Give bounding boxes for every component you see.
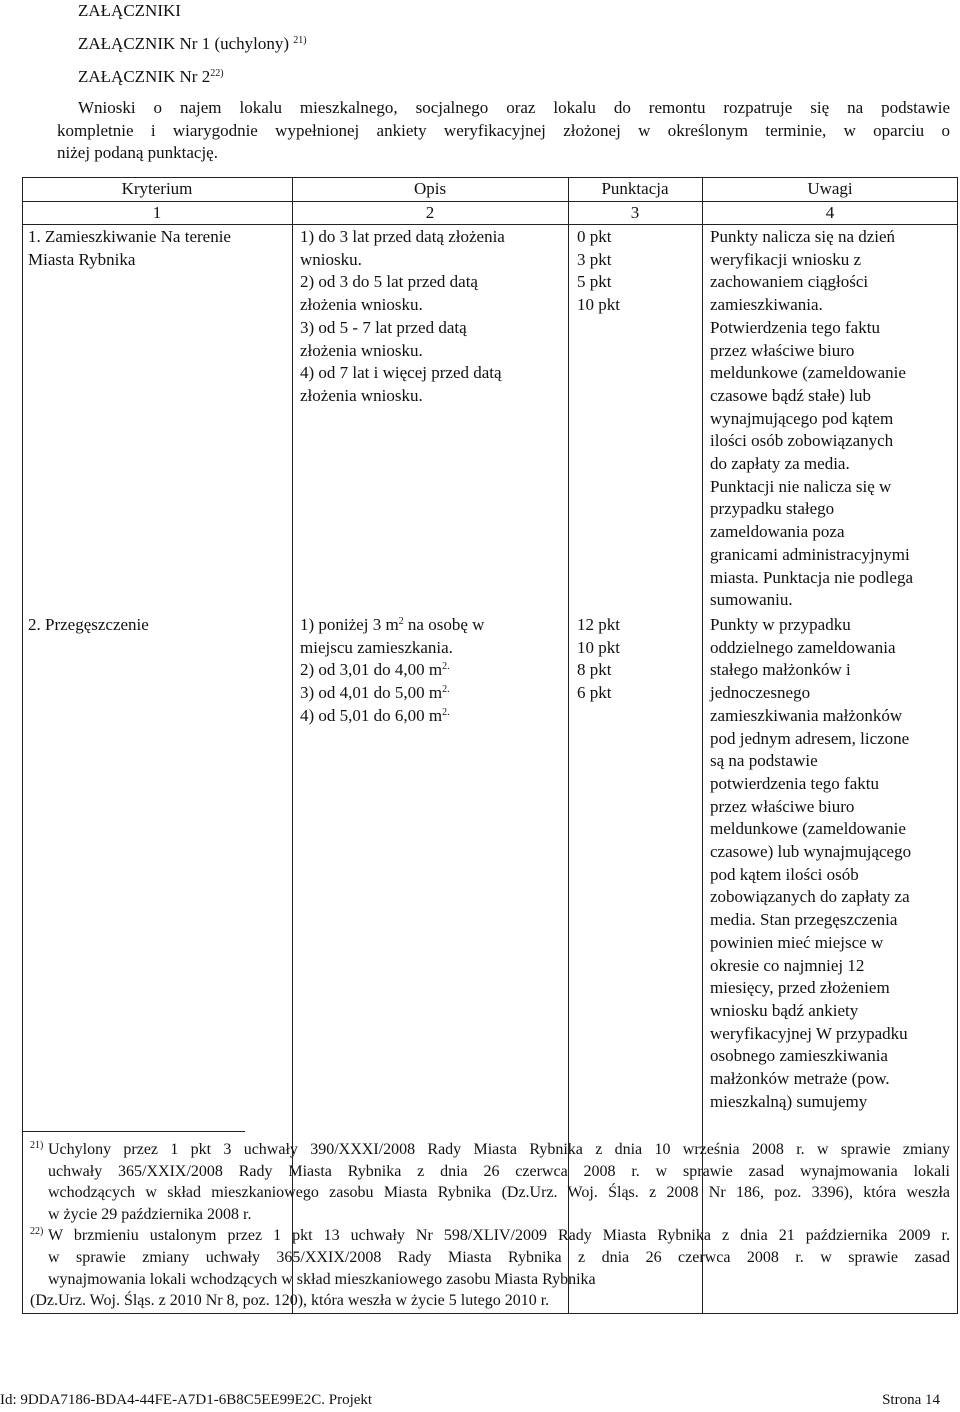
text-line: przypadku stałego (710, 499, 835, 519)
text-line: zamieszkiwania małżonków (710, 705, 903, 725)
col-number: 1 (152, 203, 162, 222)
text-line: mieszkalną) sumujemy (710, 1091, 868, 1111)
text-line: meldunkowe (zameldowanie (710, 819, 906, 839)
text-line: meldunkowe (zameldowanie (710, 363, 906, 383)
text-line: do zapłaty za media. (710, 454, 850, 474)
footnote-21: 21) Uchylony przez 1 pkt 3 uchwały 390/XXXI/2008 Rady Miasta Rybnika z dnia 10 września 2008 r. w sprawie zmiany uchwały 365/XXIX/2008 Rady Miasta Rybnika z dnia 26 czerwca 2008 r. w sprawie zasad wynajmowania lokali wchodzących w skład mieszkaniowego zasobu Miasta Rybnika (Dz.Urz. Woj. Śląs. z 2008 Nr 186, poz. 3396), która weszła w życie 29 października 2008 r. (30, 1139, 950, 1225)
text-line: czasowe bądź stałe) lub (710, 385, 871, 405)
text-line: ilości osób zobowiązanych (710, 431, 894, 451)
footnote-separator (22, 1131, 245, 1132)
text-line: miasta. Punktacja nie podlega (710, 567, 913, 587)
footnote-line: wynajmowania lokali wchodzących w skład mieszkaniowego zasobu Miasta Rybnika (48, 1270, 596, 1288)
text-line: weryfikacji wniosku z (710, 249, 862, 269)
header-opis: Opis (413, 179, 447, 198)
row2-opis (300, 614, 570, 728)
text-line: 0 pkt (577, 227, 612, 246)
text-line: Punktacji nie nalicza się w (710, 476, 892, 496)
col-number: 3 (630, 203, 640, 222)
text-line: 10 pkt (577, 295, 620, 315)
text-line: Miasta Rybnika (28, 249, 136, 269)
text-line: wniosku bądź ankiety (710, 1000, 859, 1020)
footnote-line: Uchylony przez 1 pkt 3 uchwały 390/XXXI/2008 Rady Miasta Rybnika z dnia 10 września 2008 r. w sprawie zmiany (48, 1141, 950, 1158)
row2-uwagi (710, 614, 956, 1113)
superscript: 2 (398, 616, 404, 627)
text-line (300, 682, 570, 705)
text-part: 2) od 3,01 do 4,00 m (300, 660, 443, 680)
annex-1-text: ZAŁĄCZNIK Nr 1 (uchylony) (78, 34, 290, 53)
text-line: 5 pkt (577, 272, 612, 292)
text-line (300, 614, 570, 637)
text-line: czasowe) lub wynajmującego (710, 842, 912, 862)
superscript: 2. (442, 661, 450, 673)
footnote-ref-22[interactable]: 22) (210, 68, 224, 79)
document-id: Id: 9DDA7186-BDA4-44FE-A7D1-6B8C5EE99E2C. Projekt (0, 1392, 373, 1408)
intro-line: kompletnie i wiarygodnie wypełnionej ankiety weryfikacyjnej złożonej w określonym terminie, w oparciu o (57, 120, 950, 140)
footnote-line: uchwały 365/XXIX/2008 Rady Miasta Rybnika z dnia 26 czerwca 2008 r. w sprawie zasad wynajmowania lokali (48, 1162, 950, 1180)
footnote-ref-21[interactable]: 21) (293, 35, 307, 46)
text-line: 2) od 3 do 5 lat przed datą (300, 272, 478, 292)
text-line: 8 pkt (577, 660, 612, 680)
annex-1-heading (78, 33, 307, 56)
text-line: media. Stan przegęszczenia (710, 910, 898, 930)
text-line: przez właściwe biuro (710, 796, 855, 816)
table-border-left (22, 177, 23, 1314)
text-line: 10 pkt (577, 637, 620, 657)
row2-kryterium (28, 614, 288, 637)
text-part: 3) od 4,01 do 5,00 m (300, 683, 443, 703)
text-line: weryfikacyjnej W przypadku (710, 1023, 908, 1043)
superscript: 2. (442, 684, 450, 696)
footnote-22: 22) W brzmieniu ustalonym przez 1 pkt 13 uchwały Nr 598/XLIV/2009 Rady Miasta Rybnika z dnia 21 października 2009 r. w sprawie zmiany uchwały 365/XXIX/2008 Rady Miasta Rybnika z dnia 26 czerwca 2008 r. w sprawie zasad wynajmowania lokali wchodzących w skład mieszkaniowego zasobu Miasta Rybnika (Dz.Urz. Woj. Śląs. z 2010 Nr 8, poz. 120), która weszła w życie 5 lutego 2010 r. (30, 1225, 950, 1311)
text-line: zachowaniem ciągłości (710, 272, 869, 292)
footnote-line: w życie 29 października 2008 r. (48, 1205, 252, 1223)
text-line: wynajmującego pod kątem (710, 408, 894, 428)
text-line: 2. Przegęszczenie (28, 615, 149, 634)
text-line: stałego małżonków i (710, 660, 851, 680)
text-line: 1) do 3 lat przed datą złożenia (300, 227, 505, 246)
text-line: okresie co najmniej 12 (710, 955, 865, 975)
text-line: zamieszkiwania. (710, 295, 823, 315)
text-line: 1. Zamieszkiwanie Na terenie (28, 227, 231, 246)
text-line: złożenia wniosku. (300, 385, 423, 405)
text-line: przez właściwe biuro (710, 340, 855, 360)
row1-punktacja (577, 226, 687, 317)
text-line (300, 659, 570, 682)
footnote-line: wchodzących w skład mieszkaniowego zasobu Miasta Rybnika (Dz.Urz. Woj. Śląs. z 2008 Nr 186, poz. 3396), która weszła (48, 1184, 950, 1202)
text-line: złożenia wniosku. (300, 295, 423, 315)
text-line: 3 pkt (577, 249, 612, 269)
annex-2-heading (78, 66, 224, 89)
row1-opis (300, 226, 570, 408)
text-line: miesięcy, przed złożeniem (710, 978, 890, 998)
text-line: jednoczesnego (710, 683, 811, 703)
text-line: zameldowania poza (710, 522, 845, 542)
text-line: potwierdzenia tego faktu (710, 773, 879, 793)
table-border-right (957, 177, 958, 1314)
text-line: 12 pkt (577, 615, 620, 634)
footnotes (30, 1139, 950, 1312)
text-line: Punkty nalicza się na dzień (710, 227, 896, 246)
text-line (300, 705, 570, 728)
text-line: granicami administracyjnymi (710, 544, 910, 564)
header-kryterium: Kryterium (121, 179, 193, 198)
text-line: oddzielnego zameldowania (710, 637, 896, 657)
text-line: pod kątem ilości osób (710, 864, 859, 884)
row2-punktacja (577, 614, 687, 705)
text-line: wniosku. (300, 249, 362, 269)
footnote-line: (Dz.Urz. Woj. Śląs. z 2010 Nr 8, poz. 120), która weszła w życie 5 lutego 2010 r. (30, 1292, 550, 1310)
intro-paragraph (57, 97, 950, 165)
text-line: 3) od 5 - 7 lat przed datą (300, 317, 467, 337)
page-number: Strona 14 (882, 1392, 940, 1408)
row1-uwagi (710, 226, 956, 612)
text-part: 4) od 5,01 do 6,00 m (300, 705, 443, 725)
intro-line: niżej podaną punktację. (57, 143, 218, 163)
superscript: 2. (442, 706, 450, 718)
text-line: Punkty w przypadku (710, 615, 851, 634)
text-line: małżonków metraże (pow. (710, 1069, 890, 1089)
document-title: ZAŁĄCZNIKI (78, 1, 181, 20)
text-line: 4) od 7 lat i więcej przed datą (300, 363, 502, 383)
header-punktacja: Punktacja (601, 179, 669, 198)
row1-kryterium (28, 226, 288, 271)
table-border-bottom (22, 1313, 958, 1314)
col-number: 4 (825, 203, 835, 222)
text-line: pod jednym adresem, liczone (710, 728, 910, 748)
intro-line: Wnioski o najem lokalu mieszkalnego, socjalnego oraz lokalu do remontu rozpatruje się na podstawie (78, 98, 950, 117)
text-line: sumowaniu. (710, 590, 793, 610)
header-uwagi: Uwagi (807, 179, 853, 198)
text-line: 6 pkt (577, 683, 612, 703)
col-number: 2 (425, 203, 435, 222)
text-line: miejscu zamieszkania. (300, 637, 453, 657)
annex-2-text: ZAŁĄCZNIK Nr 2 (78, 67, 211, 86)
text-part: na osobę w (407, 615, 485, 634)
text-line: złożenia wniosku. (300, 340, 423, 360)
text-line: powinien mieć miejsce w (710, 932, 884, 952)
text-part: 1) poniżej 3 m (300, 615, 399, 634)
text-line: Potwierdzenia tego faktu (710, 317, 880, 337)
text-line: są na podstawie (710, 751, 818, 771)
text-line: zobowiązanych do zapłaty za (710, 887, 910, 907)
footnote-line: w sprawie zmiany uchwały 365/XXIX/2008 Rady Miasta Rybnika z dnia 26 czerwca 2008 r. w sprawie zasad (48, 1248, 950, 1266)
text-line: osobnego zamieszkiwania (710, 1046, 888, 1066)
footnote-line: W brzmieniu ustalonym przez 1 pkt 13 uchwały Nr 598/XLIV/2009 Rady Miasta Rybnika z dnia 21 października 2009 r. (48, 1227, 950, 1245)
